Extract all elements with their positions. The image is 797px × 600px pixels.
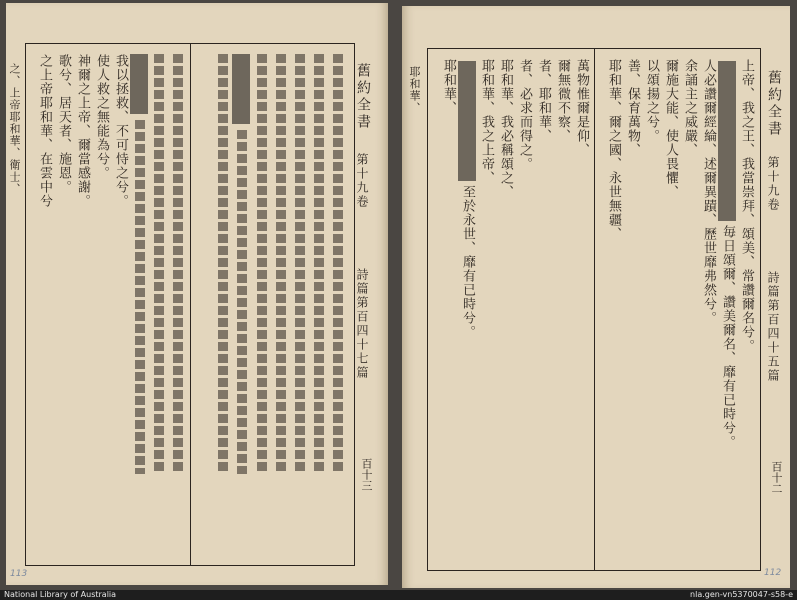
left-page-number: 百十三 [360,458,373,491]
right-page [402,6,790,588]
right-volume-label: 第十九卷 [766,156,780,212]
right-pencil-mark: 112 [764,568,782,578]
text-column: 耶和華、我必稱頌之、 [498,59,513,199]
text-column [232,130,251,474]
text-column [290,54,309,474]
text-column: 之上帝耶和華、在雲中兮 [37,54,52,208]
library-attribution: National Library of Australia [4,590,117,599]
text-column: 耶和華、爾之國、永世無疆、 [606,59,621,241]
text-column: 善、保育萬物、 [625,59,640,157]
attribution-bar [0,590,797,600]
text-column: 萬物惟爾是仰、 [574,59,589,157]
text-column: 耶和華、 [408,66,421,114]
text-column: 者、耶和華、 [536,59,551,143]
text-column: 神爾之上帝、爾當感謝。 [75,54,90,208]
text-column [252,54,271,474]
item-identifier: nla.gen-vn5370047-s58-e [690,590,793,599]
text-column: 者、必求而得之。 [517,59,532,171]
left-page [6,3,388,585]
left-running-title: 舊約全書 [355,63,371,131]
text-column: 人必讚爾經綸、述爾異蹟、歷世靡弗然兮。 [701,59,716,325]
left-pencil-mark: 113 [10,569,28,579]
text-column [130,120,149,474]
text-column: 之、上帝耶和華、衛士、 [8,63,21,195]
text-column: 爾施大能、使人畏懼、 [663,59,678,199]
text-column: 爾無微不察、 [555,59,570,143]
section-heading-box [232,54,250,124]
text-column: 至於永世、靡有已時兮。 [460,185,475,339]
text-column: 耶和華、我之上帝、 [479,59,494,185]
right-column-divider [594,49,595,570]
right-running-title: 舊約全書 [766,70,782,138]
section-heading-box [718,61,736,221]
text-column [168,54,187,474]
text-column [328,54,347,474]
text-column: 余誦主之威嚴、 [682,59,697,157]
text-column [149,54,168,474]
section-heading-box [458,61,476,181]
text-column: 歌兮、居天者、施恩。 [56,54,71,194]
text-column: 上帝、我之王、我當崇拜、頌美、常讚爾名兮。 [739,59,754,353]
right-text-frame [427,48,761,571]
text-column [309,54,328,474]
right-page-number: 百十二 [770,461,783,494]
text-column: 我以拯救、不可恃之兮。 [113,54,128,208]
text-column [213,54,232,474]
left-column-divider [190,44,191,565]
left-volume-label: 第十九卷 [355,153,369,209]
text-column: 使人救之無能為兮。 [94,54,109,180]
right-chapter-label: 詩篇第百四十五篇 [766,271,780,383]
text-column [271,54,290,474]
section-heading-box [130,54,148,114]
left-chapter-label: 詩篇第百四十七篇 [355,268,369,380]
text-column: 以頌揚之兮。 [644,59,659,143]
left-text-frame [25,43,355,566]
text-column: 毎日頌爾、讚美爾名、靡有已時兮。 [720,225,735,449]
text-column: 耶和華、 [441,59,456,115]
